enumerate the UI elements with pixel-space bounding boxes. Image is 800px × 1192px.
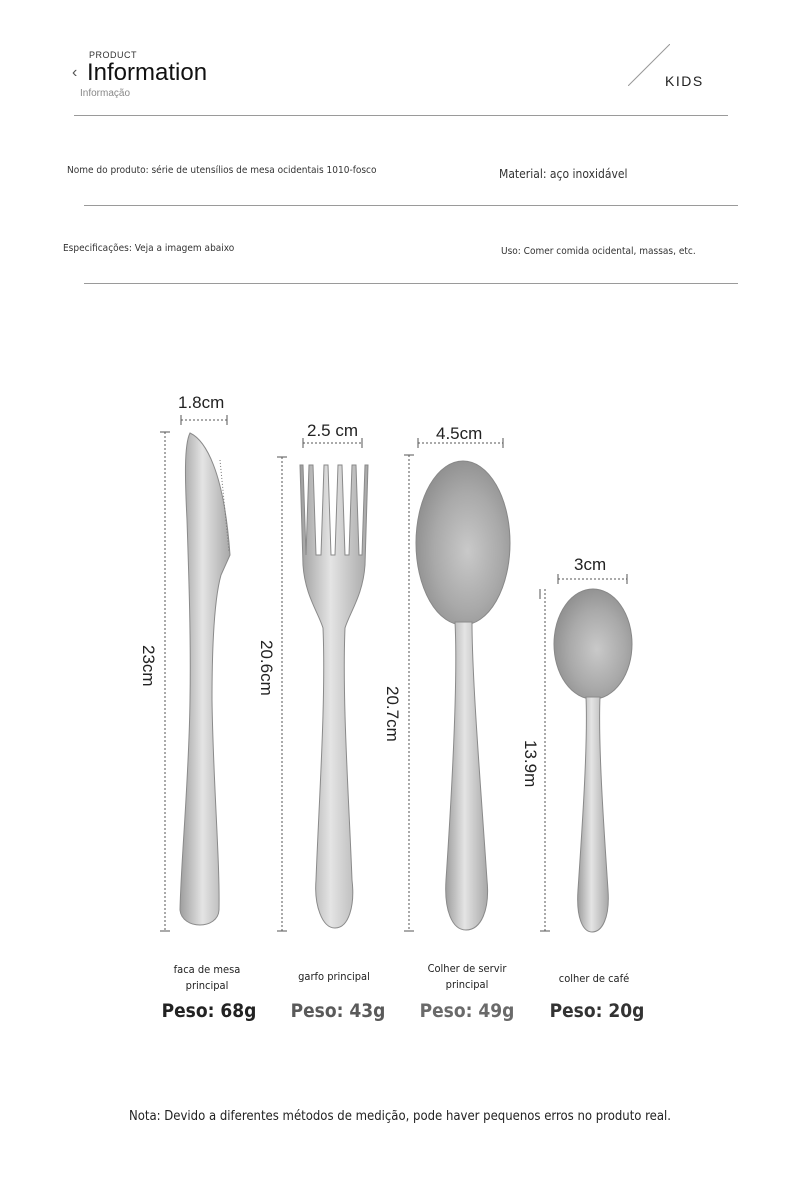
fork-width-label: 2.5 cm bbox=[307, 421, 359, 440]
fork-weight: Peso: 43g bbox=[290, 1000, 386, 1022]
serving-spoon-caption: Colher de servir principal bbox=[427, 962, 507, 991]
specifications: Especificações: Veja a imagem abaixo bbox=[63, 243, 235, 254]
fork-caption: garfo principal bbox=[298, 970, 370, 983]
brand-label: KIDS bbox=[665, 73, 704, 89]
usage: Uso: Comer comida ocidental, massas, etc. bbox=[501, 246, 696, 257]
coffee-spoon-weight: Peso: 20g bbox=[549, 1000, 645, 1022]
page-title: Information bbox=[87, 59, 208, 86]
header-small-label: PRODUCT bbox=[89, 50, 137, 60]
knife-weight: Peso: 68g bbox=[161, 1000, 257, 1022]
fork-length-label: 20.6cm bbox=[257, 640, 276, 696]
serving-spoon-length-label: 20.7cm bbox=[383, 686, 402, 742]
knife-length-label: 23cm bbox=[139, 645, 158, 687]
knife-width-label: 1.8cm bbox=[178, 393, 225, 412]
chevron-left-icon: ‹ bbox=[72, 64, 78, 81]
coffee-spoon-caption: colher de café bbox=[558, 972, 630, 985]
knife-caption: faca de mesa principal bbox=[173, 963, 241, 992]
serving-spoon-width-label: 4.5cm bbox=[436, 424, 483, 443]
product-name: Nome do produto: série de utensílios de mesa ocidentais 1010-fosco bbox=[67, 165, 377, 176]
coffee-spoon-width-label: 3cm bbox=[574, 555, 607, 574]
footer-note: Nota: Devido a diferentes métodos de medição, pode haver pequenos erros no produto real. bbox=[128, 1109, 671, 1124]
page-subtitle: Informação bbox=[80, 88, 131, 99]
serving-spoon-weight: Peso: 49g bbox=[419, 1000, 515, 1022]
material: Material: aço inoxidável bbox=[499, 167, 628, 181]
coffee-spoon-length-label: 13.9m bbox=[521, 740, 540, 788]
